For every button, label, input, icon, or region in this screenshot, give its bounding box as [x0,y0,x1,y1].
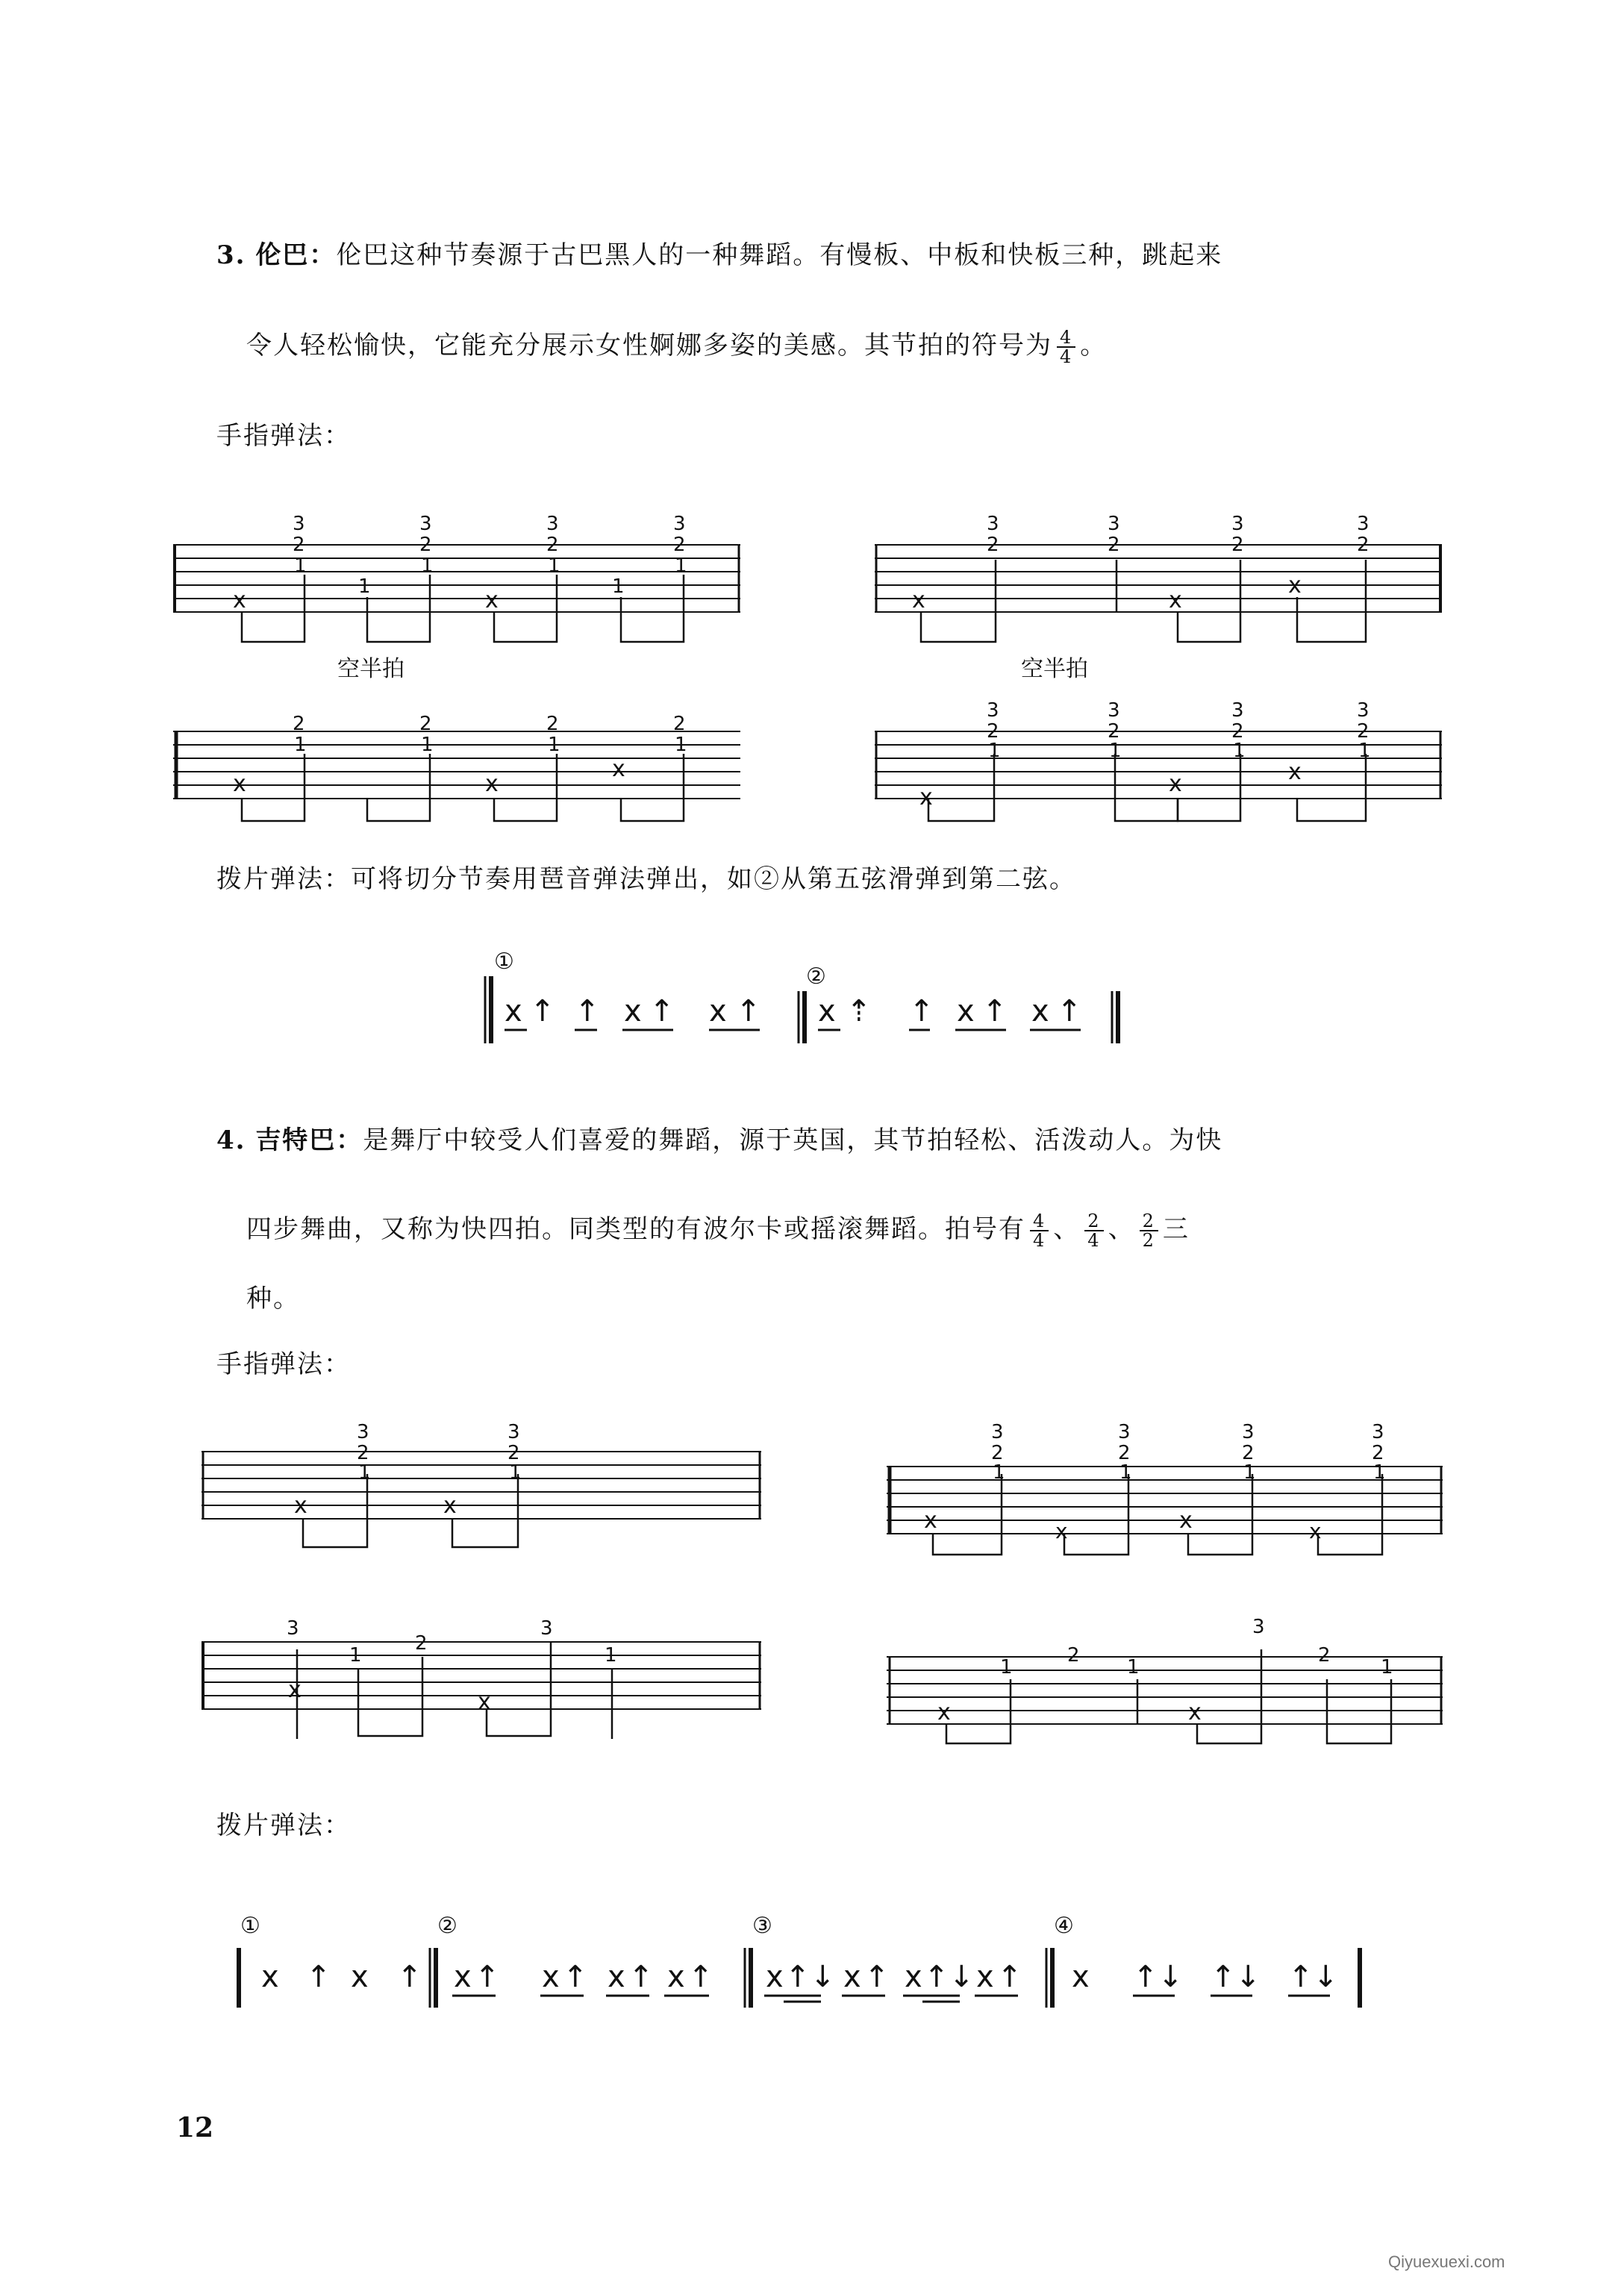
tab-fret: 2 [419,534,432,556]
tab-fret: 1 [675,734,687,756]
tab-x: x [443,1493,457,1519]
tab-fret: 2 [293,713,305,735]
section3-line1 [216,240,1222,270]
tab-x: x [485,587,499,613]
tab-notes [287,1617,617,1739]
tab-fret: 1 [294,555,307,577]
meter-denominator: 4 [1060,346,1073,367]
tab-x: x [919,784,933,811]
tab-fret: 3 [540,1617,553,1640]
tab-fret: 3 [1231,699,1244,722]
section4-line3: 种。 [246,1284,300,1314]
tab-staff-4c [202,1612,769,1746]
tab-fret: 1 [1381,1656,1393,1678]
up-arrow: ↑ [736,994,761,1028]
separator: 、 [1108,1214,1135,1244]
x-mark: x [667,1960,685,1994]
tab-fret: 3 [987,699,999,722]
tab-fret: 1 [1119,1461,1132,1484]
tab-fret: 3 [1108,699,1120,722]
tab-fret: 2 [1357,720,1370,743]
pick-strokes [505,994,1082,1028]
section4-pick-label: 拨片弹法： [216,1811,351,1840]
tab-fret: 2 [1108,534,1120,556]
tab-fret: 3 [1118,1421,1131,1443]
tab-x: x [1288,759,1302,785]
tab-fret: 1 [548,734,560,756]
tab-fret: 2 [1118,1442,1131,1464]
x-mark: x [608,1960,625,1994]
x-mark: x [454,1960,472,1994]
up-arrow: ↑ [909,994,934,1028]
tab-x: x [1188,1699,1202,1726]
tab-notes [233,513,687,642]
up-arrow: ↑ [688,1960,713,1994]
up-arrow: ↑ [982,994,1008,1028]
tab-fret: 2 [1067,1644,1080,1667]
tab-notes [924,1421,1386,1555]
section4-title: 吉特巴： [255,1125,363,1155]
tab-fret: 1 [675,555,687,577]
section4-line2 [246,1212,1190,1249]
tab-x: x [1309,1519,1322,1543]
separator: 、 [1053,1214,1081,1244]
pick-mark-2: ② [806,964,826,990]
tab-x: x [1179,1508,1193,1534]
pick-mark-4: ④ [1054,1913,1074,1939]
tab-staff-3b [875,515,1457,709]
up-down-arrows: ↑↓ [1211,1960,1261,1994]
staff-lines [173,731,740,799]
staff-lines [887,1467,1443,1534]
tab-fret: 3 [1357,699,1370,722]
section3-number: 3. [216,240,246,270]
x-mark: x [351,1960,369,1994]
empty-half-beat-label: 空半拍 [337,656,405,682]
tab-fret: 2 [1357,534,1370,556]
watermark: Qiyuexuexi.com [1388,2252,1505,2271]
x-mark: x [624,994,642,1028]
tab-fret: 3 [987,513,999,535]
tab-fret: 2 [546,713,559,735]
staff-lines [887,1657,1443,1724]
tab-x: x [294,1493,307,1519]
tab-fret: 1 [421,555,434,577]
section4-finger-label: 手指弹法： [216,1349,351,1379]
meter-numerator: 2 [1140,1212,1158,1231]
tab-fret: 2 [1242,1442,1255,1464]
arpeggio-arrow: ⇡ [846,994,872,1028]
tab-x: x [1055,1519,1068,1543]
tab-fret: 1 [294,734,307,756]
pick-notation-3 [478,946,1149,1058]
up-down-arrows: ↑↓ [1288,1960,1339,1994]
x-mark: x [818,994,836,1028]
up-arrow: ↑ [306,1960,331,1994]
tab-x: x [233,771,246,797]
tab-fret: 3 [1231,513,1244,535]
tab-fret: 2 [1318,1644,1331,1667]
tab-fret: 2 [415,1632,428,1655]
tab-fret: 1 [1000,1656,1013,1678]
tab-fret: 2 [419,713,432,735]
tab-fret: 1 [421,734,434,756]
tab-x: x [612,756,625,782]
tab-fret: 1 [612,575,625,598]
tab-fret: 2 [673,534,686,556]
meter-denominator: 4 [1087,1230,1101,1251]
x-mark: x [957,994,975,1028]
x-mark: x [709,994,727,1028]
tab-fret: 3 [546,513,559,535]
tab-fret: 1 [1233,740,1246,762]
up-arrow: ↑ [575,994,600,1028]
tab-notes [919,699,1371,821]
tab-fret: 3 [293,513,305,535]
tab-x: x [1169,587,1182,613]
period: 。 [1080,331,1108,360]
tab-fret: 2 [1231,534,1244,556]
pick-notation-4 [231,1903,1381,2023]
pick-mark-1: ① [494,949,514,975]
x-mark: x [843,1960,861,1994]
tab-notes [912,513,1370,642]
tab-fret: 1 [993,1461,1005,1484]
tab-staff-3c [173,709,755,828]
tab-fret: 1 [349,1644,362,1667]
x-mark: x [905,1960,922,1994]
section3-meter [1057,328,1075,366]
up-arrow: ↑ [397,1960,422,1994]
x-mark: x [261,1960,279,1994]
tab-fret: 3 [1242,1421,1255,1443]
section4-line2-end: 三 [1162,1214,1190,1244]
tab-x: x [233,587,246,613]
up-arrow: ↑ [475,1960,500,1994]
x-mark: x [542,1960,560,1994]
tab-fret: 3 [508,1421,520,1443]
x-mark: x [505,994,522,1028]
section3-pick-label: 拨片弹法：可将切分节奏用琶音弹法弹出，如②从第五弦滑弹到第二弦。 [216,864,1076,894]
up-arrow: ↑ [1057,994,1082,1028]
section3-title: 伦巴： [255,240,337,270]
tab-fret: 3 [1108,513,1120,535]
meter-2-4 [1084,1212,1103,1249]
tab-fret: 2 [987,534,999,556]
tab-staff-3a [173,515,755,709]
tab-fret: 1 [1243,1461,1256,1484]
tab-fret: 1 [358,1461,371,1484]
tab-fret: 3 [1372,1421,1384,1443]
staff-lines [173,545,740,612]
section4-number: 4. [216,1125,246,1155]
tab-fret: 1 [605,1644,617,1667]
tab-fret: 1 [1109,740,1122,762]
tab-fret: 2 [293,534,305,556]
up-down-arrows: ↑↓ [785,1960,836,1994]
meter-denominator: 2 [1142,1230,1155,1251]
pick-mark-1: ① [240,1913,260,1939]
meter-denominator: 4 [1033,1230,1046,1251]
tab-fret: 3 [1357,513,1370,535]
tab-fret: 1 [358,575,371,598]
tab-x: x [288,1677,302,1703]
tab-fret: 3 [357,1421,369,1443]
tab-x: x [478,1689,491,1715]
page-number: 12 [176,2112,214,2143]
tab-fret: 1 [509,1461,522,1484]
tab-x: x [485,771,499,797]
tab-fret: 3 [673,513,686,535]
pick-strokes [261,1960,1338,1994]
tab-fret: 2 [673,713,686,735]
section3-text-line1: 伦巴这种节奏源于古巴黑人的一种舞蹈。有慢板、中板和快板三种，跳起来 [336,240,1223,270]
meter-numerator: 4 [1030,1212,1049,1231]
tab-x: x [924,1508,937,1534]
pick-mark-2: ② [437,1913,457,1939]
empty-half-beat-label: 空半拍 [1021,656,1088,682]
tab-fret: 2 [546,534,559,556]
tab-fret: 3 [991,1421,1004,1443]
section3-text-line2: 令人轻松愉快，它能充分展示女性婀娜多姿的美感。其节拍的符号为 [246,331,1052,360]
section3-finger-label: 手指弹法： [216,421,351,451]
pick-mark-3: ③ [752,1913,772,1939]
meter-4-4 [1030,1212,1049,1249]
section4-line1 [216,1125,1222,1155]
up-arrow: ↑ [628,1960,654,1994]
staff-lines [202,1452,761,1519]
tab-fret: 2 [508,1442,520,1464]
tab-x: x [937,1699,951,1726]
up-arrow: ↑ [530,994,555,1028]
meter-numerator: 2 [1084,1212,1103,1231]
x-mark: x [1031,994,1049,1028]
tab-staff-4a [202,1422,769,1556]
tab-fret: 2 [1231,720,1244,743]
up-arrow: ↑ [864,1960,890,1994]
tab-fret: 3 [287,1617,299,1640]
x-mark: x [1072,1960,1090,1994]
x-mark: x [766,1960,784,1994]
tab-fret: 3 [1252,1616,1265,1638]
tab-staff-4b [887,1422,1454,1556]
tab-fret: 2 [357,1442,369,1464]
meter-numerator: 4 [1057,328,1075,348]
section4-text-line1: 是舞厅中较受人们喜爱的舞蹈，源于英国，其节拍轻松、活泼动人。为快 [363,1125,1223,1155]
up-down-arrows: ↑↓ [924,1960,975,1994]
tab-fret: 1 [1127,1656,1140,1678]
tab-x: x [912,587,925,613]
up-down-arrows: ↑↓ [1133,1960,1184,1994]
tab-fret: 1 [1358,740,1371,762]
tab-fret: 3 [419,513,432,535]
meter-2-2 [1140,1212,1158,1249]
up-arrow: ↑ [563,1960,588,1994]
tab-fret: 1 [548,555,560,577]
section3-line2 [246,328,1107,366]
tab-staff-4d [887,1612,1454,1746]
up-arrow: ↑ [997,1960,1022,1994]
tab-fret: 2 [1372,1442,1384,1464]
section4-text-line2: 四步舞曲，又称为快四拍。同类型的有波尔卡或摇滚舞蹈。拍号有 [246,1214,1025,1244]
tab-fret: 2 [1108,720,1120,743]
up-arrow: ↑ [649,994,675,1028]
tab-fret: 2 [991,1442,1004,1464]
x-mark: x [976,1960,994,1994]
tab-notes [294,1421,522,1547]
tab-staff-3d [875,699,1457,828]
tab-fret: 2 [987,720,999,743]
tab-notes [233,713,687,821]
tab-fret: 1 [988,740,1001,762]
tab-x: x [1169,771,1182,797]
tab-fret: 1 [1373,1461,1386,1484]
tab-x: x [1288,572,1302,599]
